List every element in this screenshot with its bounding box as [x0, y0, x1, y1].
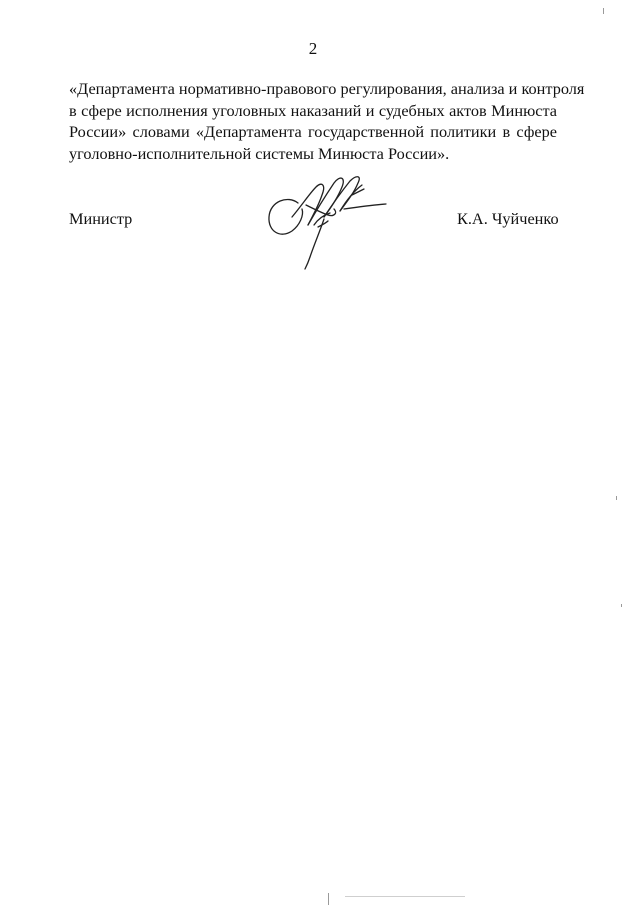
paragraph-line: «Департамента нормативно-правового регулирования, анализа и контроля: [69, 79, 585, 98]
scan-artifact: [621, 604, 622, 607]
signer-name: К.А. Чуйченко: [457, 209, 559, 228]
scan-artifact: [603, 8, 604, 14]
page-number: 2: [308, 39, 318, 58]
paragraph-line: в сфере исполнения уголовных наказаний и судебных актов Минюста: [69, 100, 557, 120]
signer-role: Министр: [69, 209, 133, 228]
scan-artifact: [345, 896, 465, 897]
paragraph-line: уголовно-исполнительной системы Минюста России».: [69, 144, 450, 164]
body-paragraph: [69, 78, 585, 165]
scan-artifact: [616, 496, 617, 500]
handwritten-signature-icon: [258, 165, 393, 270]
scan-artifact: [328, 893, 329, 905]
paragraph-line: России» словами «Департамента государственной политики в сфере: [69, 122, 557, 142]
